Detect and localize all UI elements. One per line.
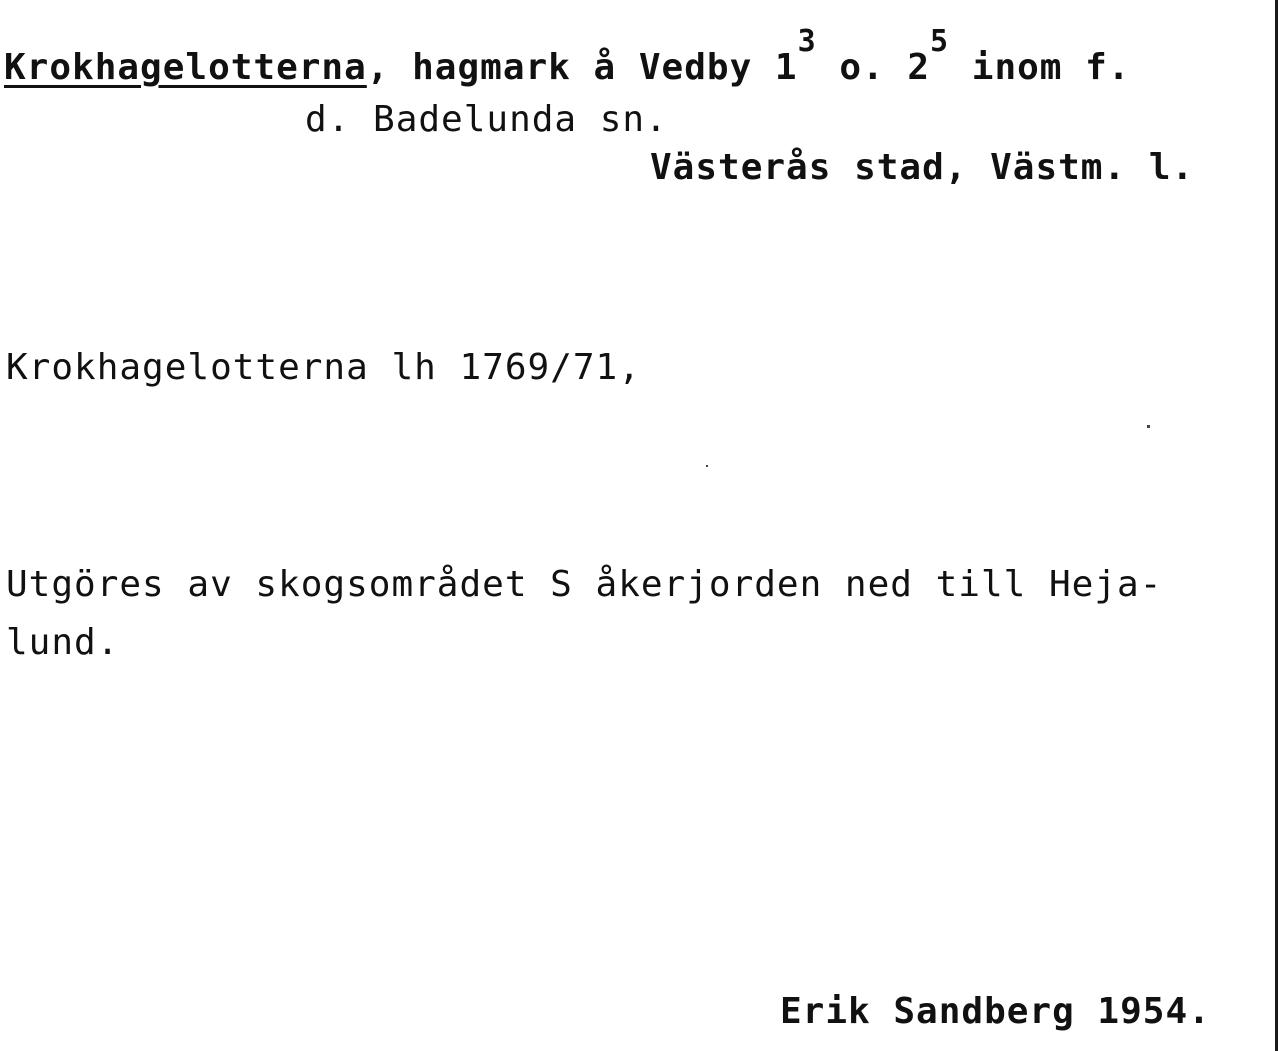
ink-speck <box>706 465 708 467</box>
description-line-2: lund. <box>6 622 120 663</box>
signature: Erik Sandberg 1954. <box>780 991 1211 1032</box>
header-text-c: inom f. <box>949 47 1131 88</box>
superscript-5: 5 <box>930 24 950 59</box>
header-line-3: Västerås stad, Västm. l. <box>650 147 1195 188</box>
header-text-b: o. 2 <box>816 47 931 88</box>
header-line-1 <box>4 24 1131 88</box>
header-line-2: d. Badelunda sn. <box>305 99 668 140</box>
place-name: Krokhagelotterna <box>4 47 367 88</box>
header-text-a: , hagmark å Vedby 1 <box>366 47 798 88</box>
source-line: Krokhagelotterna lh 1769/71, <box>6 347 641 388</box>
card-edge-line <box>1275 0 1278 1051</box>
ink-speck <box>1147 425 1150 428</box>
superscript-3: 3 <box>797 24 817 59</box>
description-line-1: Utgöres av skogsområdet S åkerjorden ned till Heja- <box>6 564 1163 605</box>
